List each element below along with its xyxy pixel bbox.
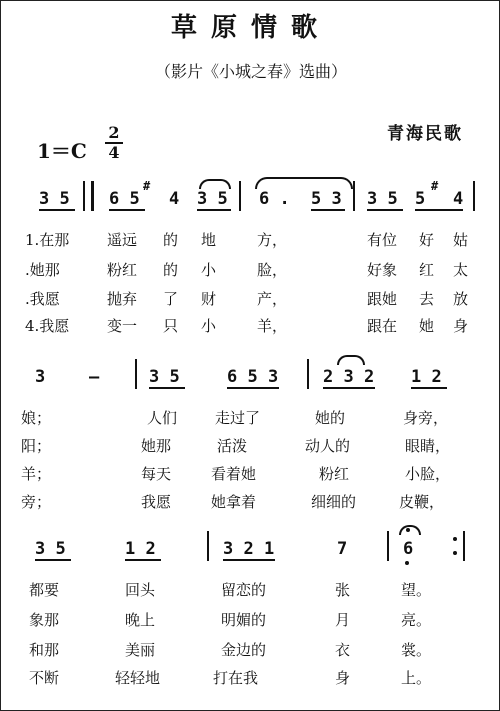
lyric: 太 bbox=[453, 261, 469, 279]
lyric: 月 bbox=[335, 611, 351, 629]
lyric: 都要 bbox=[29, 581, 60, 599]
lyric: 旁； bbox=[21, 493, 52, 511]
time-signature-top: 2 bbox=[108, 123, 120, 142]
lyric: 粉红 bbox=[107, 261, 138, 279]
lyric: 细细的 bbox=[311, 493, 357, 511]
beam bbox=[411, 387, 447, 389]
beam bbox=[415, 209, 463, 211]
lyric: .我愿 bbox=[25, 290, 60, 308]
beam bbox=[323, 387, 375, 389]
barline bbox=[207, 531, 209, 561]
note: 3 bbox=[35, 367, 46, 387]
fermata-dot bbox=[406, 528, 410, 532]
lyric: 的 bbox=[163, 261, 179, 279]
lyric: .她那 bbox=[25, 261, 60, 279]
note-group: 6 . bbox=[259, 189, 290, 209]
tie bbox=[255, 177, 353, 189]
beam bbox=[149, 387, 185, 389]
lyric: 姑 bbox=[453, 231, 469, 249]
lyric: 只 bbox=[163, 317, 179, 335]
fermata-arc bbox=[399, 525, 421, 535]
lyric: 小脸， bbox=[405, 465, 451, 483]
lyric: 跟她 bbox=[367, 290, 398, 308]
note-group: 3 2 1 bbox=[223, 539, 275, 559]
lyric: 打在我 bbox=[213, 669, 259, 687]
start-barline bbox=[83, 181, 94, 211]
beam bbox=[125, 559, 161, 561]
lyric: 上。 bbox=[401, 669, 432, 687]
lyric: 粉红 bbox=[319, 465, 350, 483]
lyric: 张 bbox=[335, 581, 351, 599]
lyric: 衣 bbox=[335, 641, 351, 659]
lyric: 身 bbox=[453, 317, 469, 335]
composer-credit: 青海民歌 bbox=[387, 124, 463, 144]
lyric: 金边的 bbox=[221, 641, 267, 659]
beam bbox=[227, 387, 279, 389]
note-group: 1 2 bbox=[125, 539, 156, 559]
lyric: 她那 bbox=[141, 437, 172, 455]
slur bbox=[337, 355, 365, 365]
beam bbox=[367, 209, 403, 211]
barline bbox=[307, 359, 309, 389]
note-group: 3 5 bbox=[39, 189, 70, 209]
lyric: 她的 bbox=[315, 409, 346, 427]
note: 4 bbox=[169, 189, 180, 209]
beam bbox=[35, 559, 71, 561]
slur bbox=[199, 179, 231, 189]
sharp-sign: # bbox=[143, 179, 151, 193]
beam bbox=[39, 209, 75, 211]
note-group: 3 5 bbox=[197, 189, 228, 209]
lyric: 轻轻地 bbox=[115, 669, 161, 687]
lyric: 有位 bbox=[367, 231, 398, 249]
lyric: 1.在那 bbox=[25, 231, 70, 249]
note-group: 6 5 bbox=[109, 189, 140, 209]
song-title: 草原情歌 bbox=[170, 13, 331, 43]
lyric: 红 bbox=[419, 261, 435, 279]
key-signature: 1＝C bbox=[37, 139, 87, 163]
lyric: 她拿着 bbox=[211, 493, 257, 511]
note-group: 3 5 bbox=[367, 189, 398, 209]
lyric: 去 bbox=[419, 290, 435, 308]
lyric: 身旁， bbox=[403, 409, 449, 427]
song-subtitle: （影片《小城之春》选曲） bbox=[154, 62, 347, 81]
lyric: 小 bbox=[201, 317, 217, 335]
barline bbox=[387, 531, 389, 561]
note: 5 bbox=[415, 189, 426, 209]
lyric: 人们 bbox=[147, 409, 178, 427]
lyric: 脸， bbox=[257, 261, 288, 279]
repeat-barline bbox=[463, 531, 465, 561]
lyric: 小 bbox=[201, 261, 217, 279]
lyric: 财 bbox=[201, 290, 217, 308]
repeat-dot bbox=[453, 537, 457, 541]
lyric: 跟在 bbox=[367, 317, 398, 335]
lyric: 晚上 bbox=[125, 611, 156, 629]
barline bbox=[239, 181, 241, 211]
lyric: 亮。 bbox=[401, 611, 432, 629]
lyric: 明媚的 bbox=[221, 611, 267, 629]
lyric: 抛弃 bbox=[107, 290, 138, 308]
lyric: 身 bbox=[335, 669, 351, 687]
lyric: 不断 bbox=[29, 669, 60, 687]
lyric: 产， bbox=[257, 290, 288, 308]
lyric: 地 bbox=[201, 231, 217, 249]
time-signature bbox=[105, 125, 123, 161]
lyric: 阳； bbox=[21, 437, 52, 455]
lyric: 动人的 bbox=[305, 437, 351, 455]
lyric: 方， bbox=[257, 231, 288, 249]
time-signature-bottom: 4 bbox=[108, 143, 120, 162]
note: 6 bbox=[403, 539, 414, 559]
repeat-dot bbox=[453, 551, 457, 555]
lyric: 留恋的 bbox=[221, 581, 267, 599]
lyric: 每天 bbox=[141, 465, 172, 483]
note-group: 2 3 2 bbox=[323, 367, 375, 387]
octave-dot bbox=[405, 561, 409, 565]
lyric: 她 bbox=[419, 317, 435, 335]
lyric: 望。 bbox=[401, 581, 432, 599]
sharp-sign: # bbox=[431, 179, 439, 193]
lyric: 好 bbox=[419, 231, 435, 249]
lyric: 4.我愿 bbox=[25, 317, 70, 335]
lyric: 了 bbox=[163, 290, 179, 308]
lyric: 羊， bbox=[257, 317, 288, 335]
lyric: 看着她 bbox=[211, 465, 257, 483]
lyric: 羊； bbox=[21, 465, 52, 483]
lyric: 放 bbox=[453, 290, 469, 308]
barline bbox=[135, 359, 137, 389]
note: 4 bbox=[453, 189, 464, 209]
lyric: 走过了 bbox=[215, 409, 261, 427]
lyric: 的 bbox=[163, 231, 179, 249]
lyric: 裳。 bbox=[401, 641, 432, 659]
lyric: 和那 bbox=[29, 641, 60, 659]
beam bbox=[311, 209, 345, 211]
note-group: 6 5 3 bbox=[227, 367, 279, 387]
barline bbox=[353, 181, 355, 211]
lyric: 变一 bbox=[107, 317, 138, 335]
note-group: 1 2 bbox=[411, 367, 442, 387]
lyric: 美丽 bbox=[125, 641, 156, 659]
lyric: 好象 bbox=[367, 261, 398, 279]
barline bbox=[473, 181, 475, 211]
lyric: 眼睛， bbox=[405, 437, 451, 455]
note-group: 3 5 bbox=[35, 539, 66, 559]
note: 7 bbox=[337, 539, 348, 559]
note-group: 3 5 bbox=[149, 367, 180, 387]
beam bbox=[109, 209, 145, 211]
lyric: 回头 bbox=[125, 581, 156, 599]
beam bbox=[223, 559, 275, 561]
lyric: 娘； bbox=[21, 409, 52, 427]
beam bbox=[197, 209, 231, 211]
lyric: 皮鞭， bbox=[399, 493, 445, 511]
lyric: 象那 bbox=[29, 611, 60, 629]
lyric: 遥远 bbox=[107, 231, 138, 249]
lyric: 活泼 bbox=[217, 437, 248, 455]
note-group: 5 3 bbox=[311, 189, 342, 209]
lyric: 我愿 bbox=[141, 493, 172, 511]
dash-extension: — bbox=[89, 367, 100, 387]
